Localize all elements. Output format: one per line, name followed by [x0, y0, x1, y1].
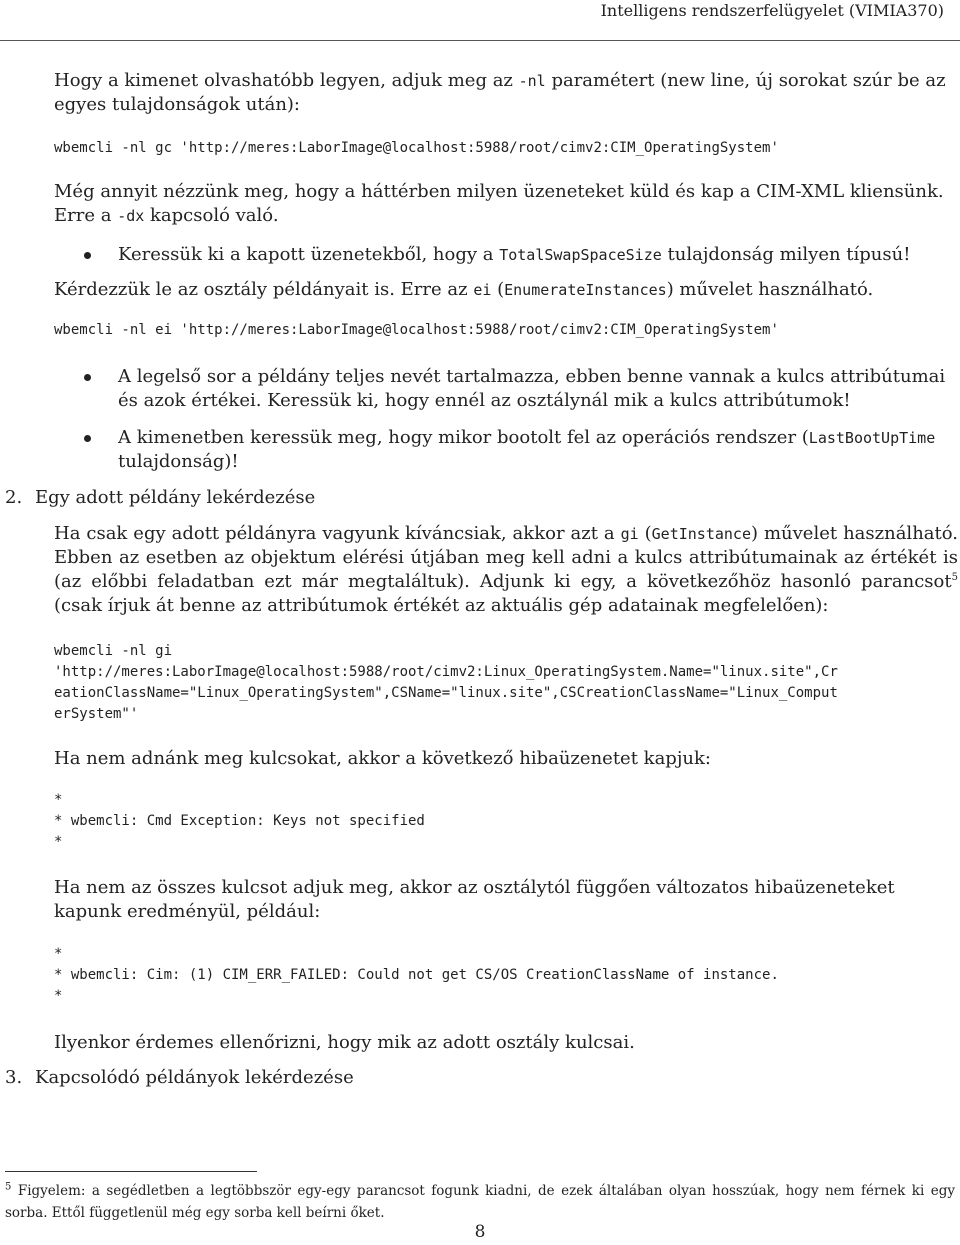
paragraph-check-keys: Ilyenkor érdemes ellenőrizni, hogy mik az adott osztály kulcsai.	[54, 1032, 635, 1053]
inline-code: ei	[473, 281, 492, 299]
bullet-item	[84, 426, 956, 474]
text: tulajdonság)!	[118, 451, 239, 472]
header-rule	[0, 40, 960, 41]
error-output-failed	[54, 944, 958, 1007]
code-line: *	[54, 946, 63, 962]
code-line: wbemcli -nl gi	[54, 643, 173, 659]
text: Ha csak egy adott példányra vagyunk kíváncsiak, akkor azt a	[54, 523, 621, 544]
command-ei: wbemcli -nl ei 'http://meres:LaborImage@localhost:5988/root/cimv2:CIM_OperatingSystem'	[54, 322, 779, 338]
bullet-text	[118, 243, 956, 267]
text: tulajdonság milyen típusú!	[661, 244, 911, 265]
footnote-ref: 5	[951, 572, 958, 583]
paragraph-enumerate	[54, 278, 958, 302]
text: Kérdezzük le az osztály példányait is. Erre az	[54, 279, 474, 300]
text: ) művelet használható.	[666, 279, 874, 300]
inline-code: GetInstance	[651, 525, 751, 543]
footnote-text: Figyelem: a segédletben a legtöbbször egy-egy parancsot fogunk kiadni, de ezek általában olyan hosszúak, hogy nem férnek ki egy sorba. Ettől függetlenül még egy sorba kell beírni őket.	[5, 1183, 955, 1221]
section-number: 2.	[5, 487, 23, 508]
paragraph-get-instance	[54, 522, 958, 618]
text: Még annyit nézzünk meg, hogy a háttérben milyen üzeneteket küld és kap a CIM-XML kliensünk. Erre a	[54, 181, 944, 226]
command-gc: wbemcli -nl gc 'http://meres:LaborImage@localhost:5988/root/cimv2:CIM_OperatingSystem'	[54, 140, 779, 156]
section-title: Kapcsolódó példányok lekérdezése	[35, 1067, 354, 1088]
bullet-text	[118, 426, 956, 474]
code-line: eationClassName="Linux_OperatingSystem",CSName="linux.site",CSCreationClassName="Linux_Comput	[54, 685, 838, 701]
section-heading-2	[5, 486, 905, 510]
paragraph-dx-option	[54, 180, 958, 228]
bullet-icon	[84, 435, 91, 442]
footnote-rule	[5, 1171, 257, 1172]
footnote	[5, 1180, 955, 1224]
inline-code: -dx	[117, 207, 145, 225]
text: (	[638, 523, 652, 544]
paragraph-partial-keys: Ha nem az összes kulcsot adjuk meg, akkor az osztálytól függően változatos hibaüzeneteket kapunk eredményül, például:	[54, 877, 895, 922]
inline-code: LastBootUpTime	[808, 429, 936, 447]
bullet-item	[84, 243, 956, 267]
page-number: 8	[474, 1222, 486, 1242]
command-gi	[54, 641, 958, 725]
text: Hogy a kimenet olvashatóbb legyen, adjuk meg az	[54, 70, 519, 91]
text: (	[491, 279, 505, 300]
paragraph-newline-option	[54, 69, 958, 117]
bullet-item	[84, 365, 956, 413]
code-line: erSystem"'	[54, 706, 139, 722]
text: A kimenetben keressük meg, hogy mikor bootolt fel az operációs rendszer (	[118, 427, 809, 448]
code-line: * wbemcli: Cim: (1) CIM_ERR_FAILED: Could not get CS/OS CreationClassName of instance.	[54, 967, 779, 983]
bullet-icon	[84, 252, 91, 259]
running-header: Intelligens rendszerfelügyelet (VIMIA370)	[600, 1, 944, 20]
inline-code: gi	[620, 525, 639, 543]
code-line: * wbemcli: Cmd Exception: Keys not specified	[54, 813, 425, 829]
code-line: *	[54, 988, 63, 1004]
code-line: *	[54, 792, 63, 808]
text: ) művelet használható. Ebben az esetben az objektum elérési útjában meg kell adni a kulcs attribútumainak az értékét is (az előbbi feladatban ezt már megtaláltuk). Adjunk ki egy, a következőhöz hasonló parancsot	[54, 523, 958, 592]
text: kapcsoló való.	[144, 205, 279, 226]
inline-code: TotalSwapSpaceSize	[499, 246, 662, 264]
inline-code: EnumerateInstances	[504, 281, 667, 299]
footnote-number: 5	[5, 1181, 12, 1193]
section-heading-3	[5, 1066, 905, 1090]
section-title: Egy adott példány lekérdezése	[35, 487, 316, 508]
code-line: *	[54, 834, 63, 850]
text: (csak írjuk át benne az attribútumok értékét az aktuális gép adatainak megfelelően):	[54, 595, 829, 616]
section-number: 3.	[5, 1067, 23, 1088]
paragraph-no-keys: Ha nem adnánk meg kulcsokat, akkor a következő hibaüzenetet kapjuk:	[54, 748, 711, 769]
text: Keressük ki a kapott üzenetekből, hogy a	[118, 244, 500, 265]
bullet-text: A legelső sor a példány teljes nevét tartalmazza, ebben benne vannak a kulcs attribútumai és azok értékei. Keressük ki, hogy ennél az osztálynál mik a kulcs attribútumok!	[118, 366, 946, 411]
error-output-keys	[54, 790, 958, 853]
text: paramétert (new line, új sorokat szúr be az egyes tulajdonságok után):	[54, 70, 946, 115]
bullet-icon	[84, 374, 91, 381]
inline-code: -nl	[518, 72, 546, 90]
code-line: 'http://meres:LaborImage@localhost:5988/root/cimv2:Linux_OperatingSystem.Name="linux.site",Cr	[54, 664, 838, 680]
